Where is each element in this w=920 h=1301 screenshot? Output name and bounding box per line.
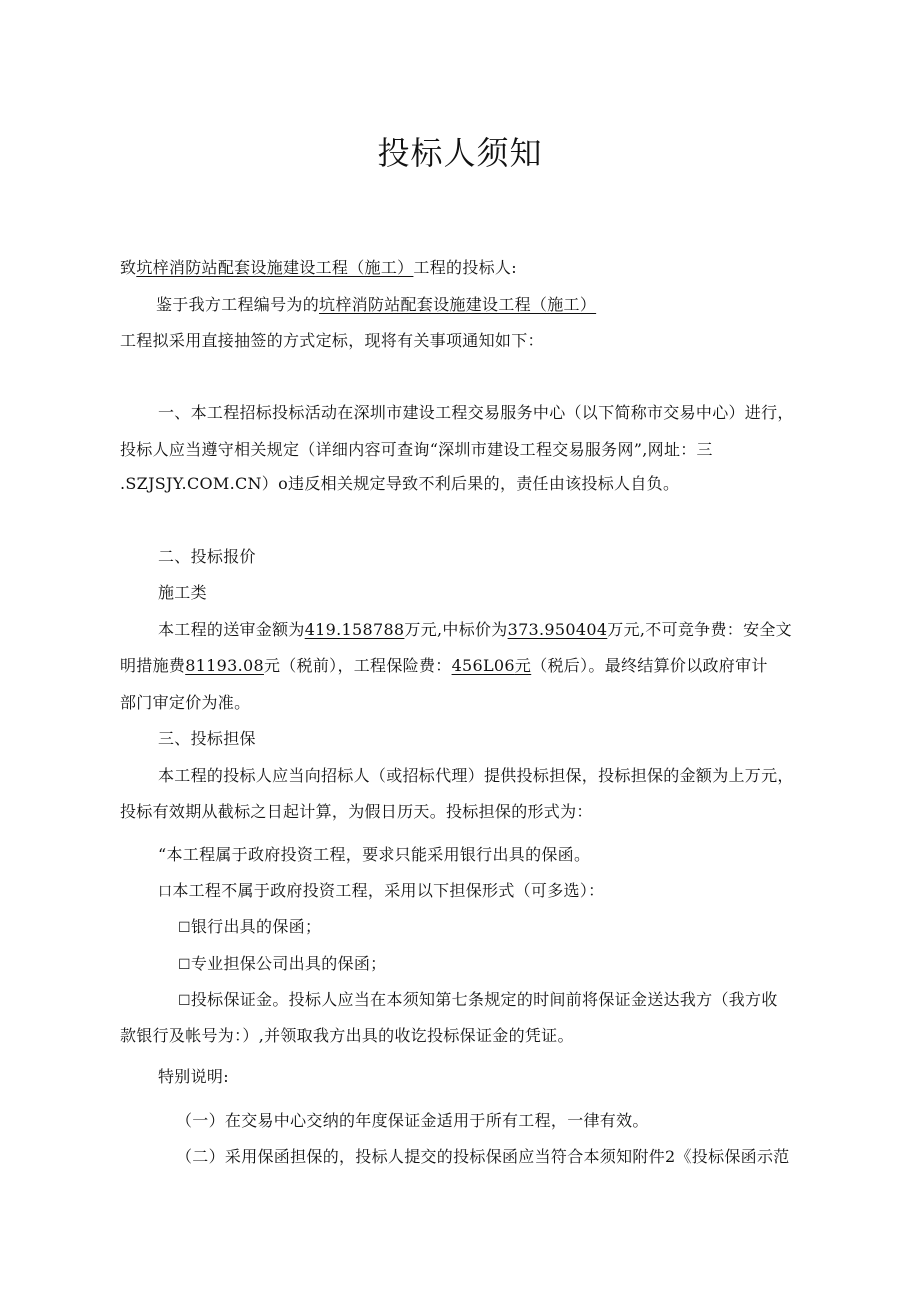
section3-para-line-2: 投标有效期从截标之日起计算，为假日历天。投标担保的形式为： xyxy=(120,802,593,821)
section1-line-2: 投标人应当遵守相关规定（详细内容可查询“深圳市建设工程交易服务网”,网址：三 xyxy=(120,440,713,459)
section2-para-line-1 xyxy=(158,620,792,640)
bid-price-label: 万元,中标价为 xyxy=(404,620,508,639)
salutation-prefix: 致 xyxy=(120,258,137,277)
option-nongov-label: 本工程不属于政府投资工程，采用以下担保形式（可多选）： xyxy=(172,881,605,900)
insurance-fee-unit: 元 xyxy=(514,656,532,675)
option-gov-investment: “本工程属于政府投资工程，要求只能采用银行出具的保函。 xyxy=(158,845,591,864)
suboption-professional-label: 专业担保公司出具的保函； xyxy=(190,954,387,973)
section2-category: 施工类 xyxy=(158,583,207,602)
review-amount-value: 419.158788 xyxy=(304,620,405,639)
suboption-deposit-label: 投标保证金。投标人应当在本须知第七条规定的时间前将保证金送达我方（我方收 xyxy=(190,990,778,1009)
review-amount-label: 本工程的送审金额为 xyxy=(158,620,305,639)
section3-para-line-1: 本工程的投标人应当向招标人（或招标代理）提供投标担保，投标担保的金额为上万元， xyxy=(158,766,794,785)
section2-heading: 二、投标报价 xyxy=(158,547,256,566)
suboption-deposit-line-2: 款银行及帐号为：）,并领取我方出具的收讫投标保证金的凭证。 xyxy=(120,1026,574,1045)
special-notes-heading: 特别说明: xyxy=(158,1067,229,1086)
suboption-bank-guarantee[interactable] xyxy=(178,917,321,938)
intro-project: 坑梓消防站配套设施建设工程（施工） xyxy=(319,295,597,314)
section2-para-line-3: 部门审定价为准。 xyxy=(120,693,251,712)
salutation-project: 坑梓消防站配套设施建设工程（施工） xyxy=(136,258,414,277)
safety-fee-value: 81193.08 xyxy=(185,656,264,675)
bid-price-value: 373.950404 xyxy=(507,620,608,639)
suboption-bid-deposit[interactable] xyxy=(178,990,778,1011)
salutation-line xyxy=(120,258,517,278)
insurance-fee-number: 456L06 xyxy=(451,656,515,675)
intro-prefix: 鉴于我方工程编号为的 xyxy=(156,295,320,314)
intro-line-2: 工程拟采用直接抽签的方式定标，现将有关事项通知如下： xyxy=(120,331,544,350)
suboption-professional-guarantee[interactable] xyxy=(178,954,386,975)
section1-line-3: .SZJSJY.COM.CN）o违反相关规定导致不利后果的，责任由该投标人自负。 xyxy=(120,474,680,493)
page-title: 投标人须知 xyxy=(377,134,543,172)
option-nongov-investment[interactable] xyxy=(158,881,604,902)
intro-line-1 xyxy=(156,295,596,315)
suboption-bank-label: 银行出具的保函； xyxy=(190,917,322,936)
checkbox-icon[interactable]: ☐ xyxy=(178,957,191,973)
safety-fee-label: 明措施费 xyxy=(120,656,186,675)
section3-heading: 三、投标担保 xyxy=(158,729,256,748)
salutation-suffix: 工程的投标人: xyxy=(413,258,517,277)
final-settlement-text: （税后）。最终结算价以政府审计 xyxy=(531,656,768,675)
noncompetitive-fee-label: 万元,不可竞争费：安全文 xyxy=(607,620,792,639)
insurance-fee-label: 元（税前），工程保险费： xyxy=(263,656,452,675)
checkbox-icon[interactable]: 口 xyxy=(158,884,173,900)
special-note-2: （二）采用保函担保的，投标人提交的投标保函应当符合本须知附件2《投标保函示范 xyxy=(176,1147,790,1166)
section2-para-line-2 xyxy=(120,656,768,676)
insurance-fee-value xyxy=(452,656,532,675)
special-note-1: （一）在交易中心交纳的年度保证金适用于所有工程，一律有效。 xyxy=(176,1111,649,1130)
checkbox-icon[interactable]: ☐ xyxy=(178,920,191,936)
section1-line-1: 一、本工程招标投标活动在深圳市建设工程交易服务中心（以下简称市交易中心）进行， xyxy=(158,403,794,422)
checkbox-icon[interactable]: ☐ xyxy=(178,993,191,1009)
